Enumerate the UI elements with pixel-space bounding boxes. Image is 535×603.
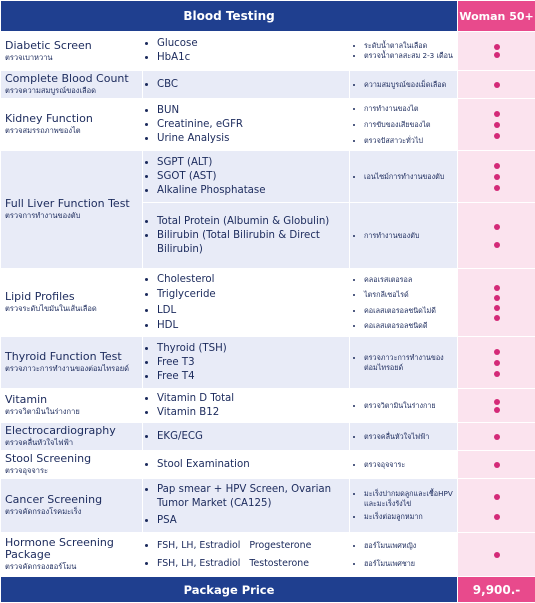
table-row <box>1 389 535 423</box>
included-dot-icon <box>494 399 500 405</box>
test-item: • CBC <box>157 78 349 92</box>
package-price-label: Package Price <box>1 577 458 603</box>
package-price: 9,900.- <box>458 577 535 603</box>
included-dot-icon <box>494 242 500 248</box>
desc-item: • ตรวจคลื่นหัวใจไฟฟ้า <box>364 432 457 442</box>
category-name: Hormone Screening Package <box>5 537 142 561</box>
test-item: • EKG/ECG <box>157 430 349 444</box>
category-name: Thyroid Function Test <box>5 351 142 363</box>
included-dot-icon <box>494 111 500 117</box>
test-item: • Stool Examination <box>157 458 349 472</box>
included-dot-icon <box>494 82 500 88</box>
category-thai: ตรวจสมรรถภาพของไต <box>5 126 142 136</box>
table-row <box>1 479 535 533</box>
desc-item: • ไตรกลีเซอไรด์ <box>364 287 457 303</box>
desc-item: • ตรวจอุจจาระ <box>364 460 457 470</box>
table-footer <box>1 577 535 603</box>
desc-item: • คลอเรสเตอรอล <box>364 272 457 288</box>
included-dot-icon <box>494 371 500 377</box>
test-item: • Creatinine, eGFR <box>157 118 349 132</box>
category-name: Stool Screening <box>5 453 142 465</box>
category-name: Vitamin <box>5 394 142 406</box>
included-dot-icon <box>494 52 500 58</box>
category-name: Kidney Function <box>5 113 142 125</box>
test-item: • LDL <box>157 303 349 319</box>
desc-item: • ระดับน้ำตาลในเลือด <box>364 41 457 51</box>
category-thai: ตรวจเบาหวาน <box>5 53 142 63</box>
included-dot-icon <box>494 224 500 230</box>
included-dot-icon <box>494 514 500 520</box>
desc-item: • มะเร็งต่อมลูกหมาก <box>364 512 457 522</box>
category-thai: ตรวจคัดกรองฮอร์โมน <box>5 562 142 572</box>
test-item: • Cholesterol <box>157 272 349 288</box>
category-thai: ตรวจความสมบูรณ์ของเลือด <box>5 86 142 96</box>
desc-item: • เอนไซม์การทำงานของตับ <box>364 172 457 182</box>
category-thai: ตรวจภาวะการทำงานของต่อมไทรอยด์ <box>5 364 142 374</box>
category-name: Cancer Screening <box>5 494 142 506</box>
included-dot-icon <box>494 44 500 50</box>
desc-item: • มะเร็งปากมดลูกและเชื้อHPV และมะเร็งรังไข่ <box>364 489 457 509</box>
test-item: • Pap smear + HPV Screen, Ovarian Tumor Market (CA125) <box>157 483 349 511</box>
package-name: Woman 50+ <box>458 1 535 32</box>
included-dot-icon <box>494 185 500 191</box>
desc-item: • การทำงานของไต <box>364 101 457 117</box>
table-row <box>1 71 535 99</box>
included-dot-icon <box>494 462 500 468</box>
category-thai: ตรวจการทำงานของตับ <box>5 211 142 221</box>
desc-item: • คอเลสเตอรอลชนิดดี <box>364 318 457 334</box>
included-dot-icon <box>494 407 500 413</box>
desc-item: • ตรวจภาวะการทำงานของต่อมไทรอยด์ <box>364 353 457 373</box>
included-dot-icon <box>494 133 500 139</box>
category-name: Full Liver Function Test <box>5 198 142 210</box>
category-thai: ตรวจวิตามินในร่างกาย <box>5 407 142 417</box>
included-dot-icon <box>494 295 500 301</box>
table-row <box>1 337 535 389</box>
test-item: • BUN <box>157 104 349 118</box>
included-dot-icon <box>494 349 500 355</box>
desc-item: • ตรวจน้ำตาลสะสม 2-3 เดือน <box>364 51 457 61</box>
test-item: • FSH, LH, Estradiol Progesterone <box>157 537 349 555</box>
test-item: • FSH, LH, Estradiol Testosterone <box>157 555 349 573</box>
table-row <box>1 151 535 203</box>
category-thai: ตรวจอุจจาระ <box>5 466 142 476</box>
test-item: • Triglyceride <box>157 287 349 303</box>
included-dot-icon <box>494 174 500 180</box>
included-dot-icon <box>494 305 500 311</box>
included-dot-icon <box>494 360 500 366</box>
desc-item: • ฮอร์โมนเพศหญิง <box>364 537 457 555</box>
test-item: • Vitamin D Total <box>157 392 349 406</box>
table-row <box>1 451 535 479</box>
test-item: • SGOT (AST) <box>157 170 349 184</box>
test-item: • Total Protein (Albumin & Globulin) <box>157 215 349 229</box>
category-name: Diabetic Screen <box>5 40 142 52</box>
desc-item: • ความสมบูรณ์ของเม็ดเลือด <box>364 80 457 90</box>
test-item: • Urine Analysis <box>157 132 349 146</box>
included-dot-icon <box>494 285 500 291</box>
test-item: • Glucose <box>157 37 349 51</box>
category-thai: ตรวจคัดกรองโรคมะเร็ง <box>5 507 142 517</box>
desc-item: • คอเลสเตอรอลชนิดไม่ดี <box>364 303 457 319</box>
desc-item: • ตรวจวิตามินในร่างกาย <box>364 401 457 411</box>
desc-item: • ตรวจปัสสาวะทั่วไป <box>364 133 457 149</box>
category-thai: ตรวจคลื่นหัวใจไฟฟ้า <box>5 438 142 448</box>
included-dot-icon <box>494 315 500 321</box>
desc-item: • ฮอร์โมนเพศชาย <box>364 555 457 573</box>
test-item: • Bilirubin (Total Bilirubin & Direct Bilirubin) <box>157 229 349 257</box>
table-header <box>1 1 535 32</box>
table-row <box>1 423 535 451</box>
included-dot-icon <box>494 163 500 169</box>
test-item: • Free T4 <box>157 370 349 384</box>
table-row <box>1 32 535 71</box>
category-thai: ตรวจระดับไขมันในเส้นเลือด <box>5 304 142 314</box>
table-row <box>1 533 535 577</box>
test-item: • Alkaline Phosphatase <box>157 184 349 198</box>
included-dot-icon <box>494 122 500 128</box>
test-item: • HbA1c <box>157 51 349 65</box>
category-name: Electrocardiography <box>5 425 142 437</box>
test-item: • Free T3 <box>157 356 349 370</box>
included-dot-icon <box>494 434 500 440</box>
table-row <box>1 99 535 151</box>
test-item: • SGPT (ALT) <box>157 156 349 170</box>
included-dot-icon <box>494 494 500 500</box>
category-name: Complete Blood Count <box>5 73 142 85</box>
desc-item: • การขับของเสียของไต <box>364 117 457 133</box>
test-item: • Thyroid (TSH) <box>157 342 349 356</box>
test-item: • Vitamin B12 <box>157 406 349 420</box>
blood-testing-title: Blood Testing <box>1 1 458 32</box>
table-row <box>1 269 535 337</box>
test-item: • PSA <box>157 514 349 528</box>
desc-item: • การทำงานของตับ <box>364 231 457 241</box>
test-item: • HDL <box>157 318 349 334</box>
included-dot-icon <box>494 552 500 558</box>
category-name: Lipid Profiles <box>5 291 142 303</box>
